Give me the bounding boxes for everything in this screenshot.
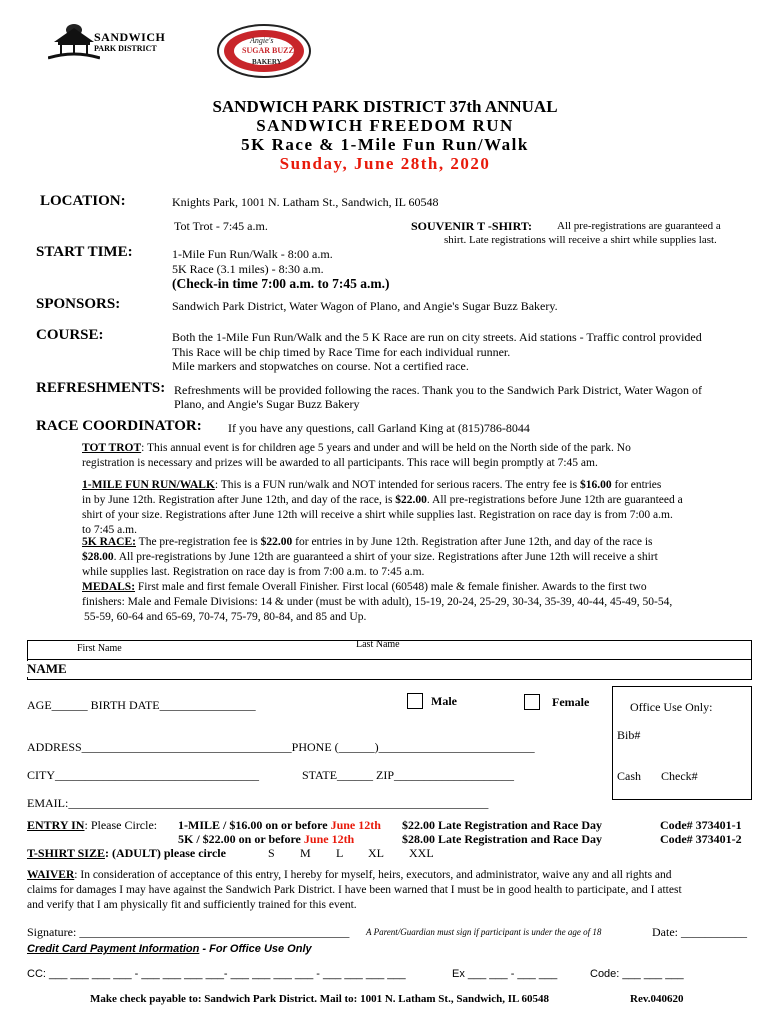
waiver-line3: and verify that I am physically fit and sufficiently trained for this event.: [27, 899, 357, 911]
entry-option-5k[interactable]: [178, 832, 354, 847]
bakery-logo-line1: Angie's: [250, 36, 274, 45]
payable-text: Make check payable to: Sandwich Park District. Mail to: 1001 N. Latham St., Sandwich, IL 60548: [90, 993, 549, 1005]
gazebo-icon: [48, 22, 100, 62]
fivek-text2: . All pre-registrations by June 12th are guaranteed a shirt of your size. Registrations after June 12th will receive a shirt: [113, 551, 658, 563]
fivek-text3: while supplies last. Registration on race day is from 7:00 a.m. to 7:45 a.m.: [82, 566, 425, 578]
start-line1: 1-Mile Fun Run/Walk - 8:00 a.m.: [172, 247, 333, 261]
coordinator-value: If you have any questions, call Garland King at (815)786-8044: [228, 421, 530, 435]
waiver-line2: claims for damages I may have against the Sandwich Park District. I have been warned that I must be in good health to participate, and I attest: [27, 884, 682, 896]
tshirt-text: : (ADULT) please circle: [104, 846, 226, 860]
location-label: LOCATION:: [40, 193, 126, 209]
name-field[interactable]: [28, 659, 751, 680]
location-value: Knights Park, 1001 N. Latham St., Sandwich, IL 60548: [172, 195, 439, 209]
age-birthdate-field[interactable]: AGE______ BIRTH DATE________________: [27, 698, 256, 712]
shirt-text-2: shirt. Late registrations will receive a shirt while supplies last.: [444, 234, 717, 246]
refreshments-line1: Refreshments will be provided following the races. Thank you to the Sandwich Park District, Water Wagon of: [174, 383, 702, 397]
bakery-logo-line2: SUGAR BUZZ: [242, 46, 294, 55]
state-zip-field[interactable]: STATE______ ZIP____________________: [302, 768, 515, 782]
entry-in-label: ENTRY IN: [27, 818, 85, 832]
entry-5k-text: 5K / $22.00 on or before: [178, 832, 304, 846]
bakery-logo-line3: BAKERY: [252, 58, 282, 66]
tot-trot-text1: : This annual event is for children age 5 years and under and will be held on the North side of the park. No: [141, 442, 631, 454]
park-logo-line1: SANDWICH: [94, 30, 166, 44]
waiver-section: [27, 868, 757, 913]
bib-label: Bib#: [617, 728, 641, 742]
entry-circle-text: : Please Circle:: [84, 818, 158, 832]
bakery-logo: [214, 22, 314, 80]
tot-trot-label: TOT TROT: [82, 442, 142, 454]
waiver-line1: : In consideration of acceptance of this entry, I hereby for myself, heirs, executors, and administrator, waive any and all rights and: [74, 869, 672, 881]
medals-label: MEDALS:: [82, 581, 136, 593]
cc-code-field[interactable]: Code: ___ ___ ___: [590, 968, 684, 980]
code-2: Code# 373401-2: [660, 832, 742, 846]
late-registration-1[interactable]: $22.00 Late Registration and Race Day: [402, 818, 602, 832]
cc-expiry-field[interactable]: Ex ___ ___ - ___ ___: [452, 968, 558, 980]
shirt-text-1: All pre-registrations are guaranteed a: [557, 220, 721, 232]
office-use-label: Office Use Only:: [630, 700, 713, 714]
refreshments-line2: Plano, and Angie's Sugar Buzz Bakery: [174, 397, 360, 411]
tot-trot-section: [82, 441, 742, 471]
shirt-label: SOUVENIR T -SHIRT:: [411, 219, 532, 233]
signature-note: A Parent/Guardian must sign if participant is under the age of 18: [366, 927, 602, 937]
course-label: COURSE:: [36, 327, 104, 343]
mile-fee2: $22.00: [395, 494, 427, 506]
entry-option-1mile[interactable]: [178, 818, 381, 833]
mile-text3: shirt of your size. Registrations after June 12th will receive a shirt while supplies last. Registration on race day is from 7:00 a.m.: [82, 509, 673, 521]
signature-field[interactable]: Signature: _____________________________________________: [27, 925, 350, 939]
course-line2: This Race will be chip timed by Race Time for each individual runner.: [172, 345, 511, 359]
tot-trot-time: Tot Trot - 7:45 a.m.: [174, 219, 268, 233]
refreshments-label: REFRESHMENTS:: [36, 380, 166, 396]
mile-text2a: in by June 12th. Registration after June 12th, and day of the race, is: [82, 494, 396, 506]
fivek-text1b: for entries in by June 12th. Registration after June 12th, and day of the race is: [292, 536, 653, 548]
start-line3: (Check-in time 7:00 a.m. to 7:45 a.m.): [172, 276, 390, 291]
title-line2: SANDWICH FREEDOM RUN: [256, 116, 514, 135]
park-logo-line2: PARK DISTRICT: [94, 44, 157, 53]
city-field[interactable]: CITY__________________________________: [27, 768, 259, 782]
credit-card-title-row: [27, 943, 312, 955]
mile-text1b: for entries: [611, 479, 662, 491]
credit-card-title: Credit Card Payment Information: [27, 943, 200, 955]
date-field[interactable]: Date: ___________: [652, 925, 747, 939]
mile-text2b: . All pre-registrations before June 12th are guaranteed a: [426, 494, 683, 506]
address-phone-field[interactable]: ADDRESS___________________________________PHONE (______)__________________________: [27, 740, 535, 754]
course-line3: Mile markers and stopwatches on course. Not a certified race.: [172, 359, 469, 373]
mile-text4: to 7:45 a.m.: [82, 524, 137, 536]
revision-text: Rev.040620: [630, 993, 684, 1005]
entry-1mile-date: June 12th: [330, 818, 381, 832]
entry-5k-date: June 12th: [303, 832, 355, 846]
title-line1: SANDWICH PARK DISTRICT 37th ANNUAL: [212, 97, 558, 116]
mile-text1a: : This is a FUN run/walk and NOT intended for serious racers. The entry fee is: [214, 479, 580, 491]
park-district-logo: [48, 22, 168, 66]
fivek-section: [82, 535, 747, 625]
sponsors-value: Sandwich Park District, Water Wagon of Plano, and Angie's Sugar Buzz Bakery.: [172, 299, 558, 313]
medals-text1: First male and first female Overall Finisher. First local (60548) male & female finisher. Awards to the first two: [135, 581, 647, 593]
size-s[interactable]: S: [268, 846, 275, 860]
start-line2: 5K Race (3.1 miles) - 8:30 a.m.: [172, 262, 324, 276]
name-label: NAME: [27, 661, 71, 677]
tshirt-label: T-SHIRT SIZE: [27, 846, 105, 860]
sponsors-label: SPONSORS:: [36, 296, 121, 312]
coordinator-label: RACE COORDINATOR:: [36, 418, 202, 434]
late-registration-2[interactable]: $28.00 Late Registration and Race Day: [402, 832, 602, 846]
size-l[interactable]: L: [336, 846, 344, 860]
course-line1: Both the 1-Mile Fun Run/Walk and the 5 K Race are run on city streets. Aid stations - Traffic control provided: [172, 330, 702, 344]
fivek-fee2: $28.00: [82, 551, 114, 563]
title-line4: Sunday, June 28th, 2020: [279, 154, 491, 173]
female-label: Female: [552, 695, 590, 709]
fivek-label: 5K RACE:: [82, 536, 136, 548]
mile-label: 1-MILE FUN RUN/WALK: [82, 479, 215, 491]
fivek-text1a: The pre-registration fee is: [136, 536, 261, 548]
mile-section: [82, 478, 747, 538]
medals-text3: 55-59, 60-64 and 65-69, 70-74, 75-79, 80-84, and 85 and Up.: [84, 611, 367, 623]
fivek-fee1: $22.00: [260, 536, 293, 548]
size-xl[interactable]: XL: [368, 846, 384, 860]
tot-trot-text2: registration is necessary and prizes will be awarded to all participants. This race will begin promptly at 7:45 am.: [82, 457, 598, 469]
start-label: START TIME:: [36, 244, 133, 260]
medals-text2: finishers: Male and Female Divisions: 14 & under (must be with adult), 15-19, 20-24, 25-29, 30-34, 35-39, 40-44, 45-49, 50-54,: [82, 596, 673, 608]
male-label: Male: [431, 694, 457, 708]
code-1: Code# 373401-1: [660, 818, 742, 832]
check-label: Check#: [661, 769, 698, 783]
waiver-label: WAIVER: [27, 869, 75, 881]
entry-in-row: [27, 818, 157, 833]
last-name-label: Last Name: [356, 639, 400, 650]
mile-fee1: $16.00: [579, 479, 612, 491]
size-xxl[interactable]: XXL: [409, 846, 434, 860]
title-line3: 5K Race & 1-Mile Fun Run/Walk: [241, 135, 529, 154]
email-field[interactable]: EMAIL:______________________________________________________________________: [27, 796, 489, 810]
female-checkbox[interactable]: [524, 694, 540, 710]
first-name-label: First Name: [77, 643, 122, 654]
size-m[interactable]: M: [300, 846, 311, 860]
male-checkbox[interactable]: [407, 693, 423, 709]
cc-number-field[interactable]: CC: ___ ___ ___ ___ - ___ ___ ___ ___- ___ ___ ___ ___ - ___ ___ ___ ___: [27, 968, 406, 980]
cash-label: Cash: [617, 769, 641, 783]
tshirt-row: [27, 846, 226, 861]
credit-card-subtitle: - For Office Use Only: [199, 943, 312, 955]
entry-1mile-text: 1-MILE / $16.00 on or before: [178, 818, 331, 832]
